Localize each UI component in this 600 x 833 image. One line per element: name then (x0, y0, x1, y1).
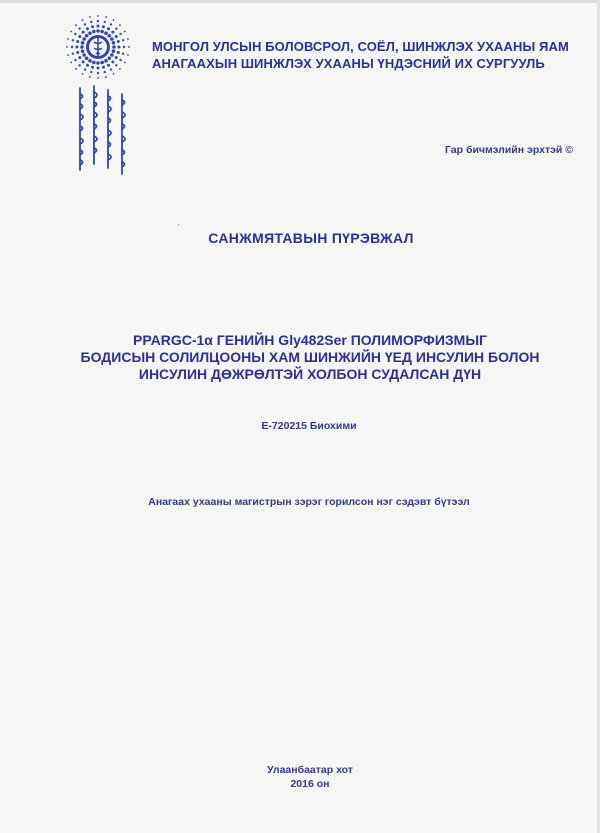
degree-statement: Анагаах ухааны магистрын зэрэг горилсон нэг сэдэвт бүтээл (148, 496, 470, 508)
copyright-note: Гар бичмэлийн эрхтэй © (445, 144, 573, 156)
thesis-title-line-2: БОДИСЫН СОЛИЛЦООНЫ ХАМ ШИНЖИЙН ҮЕД ИНСУЛИН БОЛОН (80, 349, 540, 365)
mongolian-script-emblem (74, 84, 130, 176)
scan-edge-top (0, 0, 600, 3)
place-and-year (0, 763, 600, 791)
thesis-title-line-1: PPARGC-1α ГЕНИЙН Gly482Ser ПОЛИМОРФИЗМЫГ (133, 332, 487, 348)
author-name: САНЖМЯТАВЫН ПҮРЭВЖАЛ (208, 230, 414, 246)
year: 2016 он (290, 778, 330, 790)
specialty-code: E-720215 Биохими (261, 420, 357, 432)
location: Улаанбаатар хот (267, 764, 353, 776)
thesis-title-line-3: ИНСУЛИН ДӨЖРӨЛТЭЙ ХОЛБОН СУДАЛСАН ДҮН (138, 366, 482, 382)
thesis-title (0, 332, 600, 383)
university-logo-icon (63, 12, 133, 82)
ministry-name: МОНГОЛ УЛСЫН БОЛОВСРОЛ, СОЁЛ, ШИНЖЛЭХ УХААНЫ ЯАМ (152, 39, 569, 54)
university-name: АНАГААХЫН ШИНЖЛЭХ УХААНЫ ҮНДЭСНИЙ ИХ СУРГУУЛЬ (152, 56, 545, 71)
institution-header (152, 38, 582, 72)
stray-mark: ˋ (177, 223, 180, 233)
